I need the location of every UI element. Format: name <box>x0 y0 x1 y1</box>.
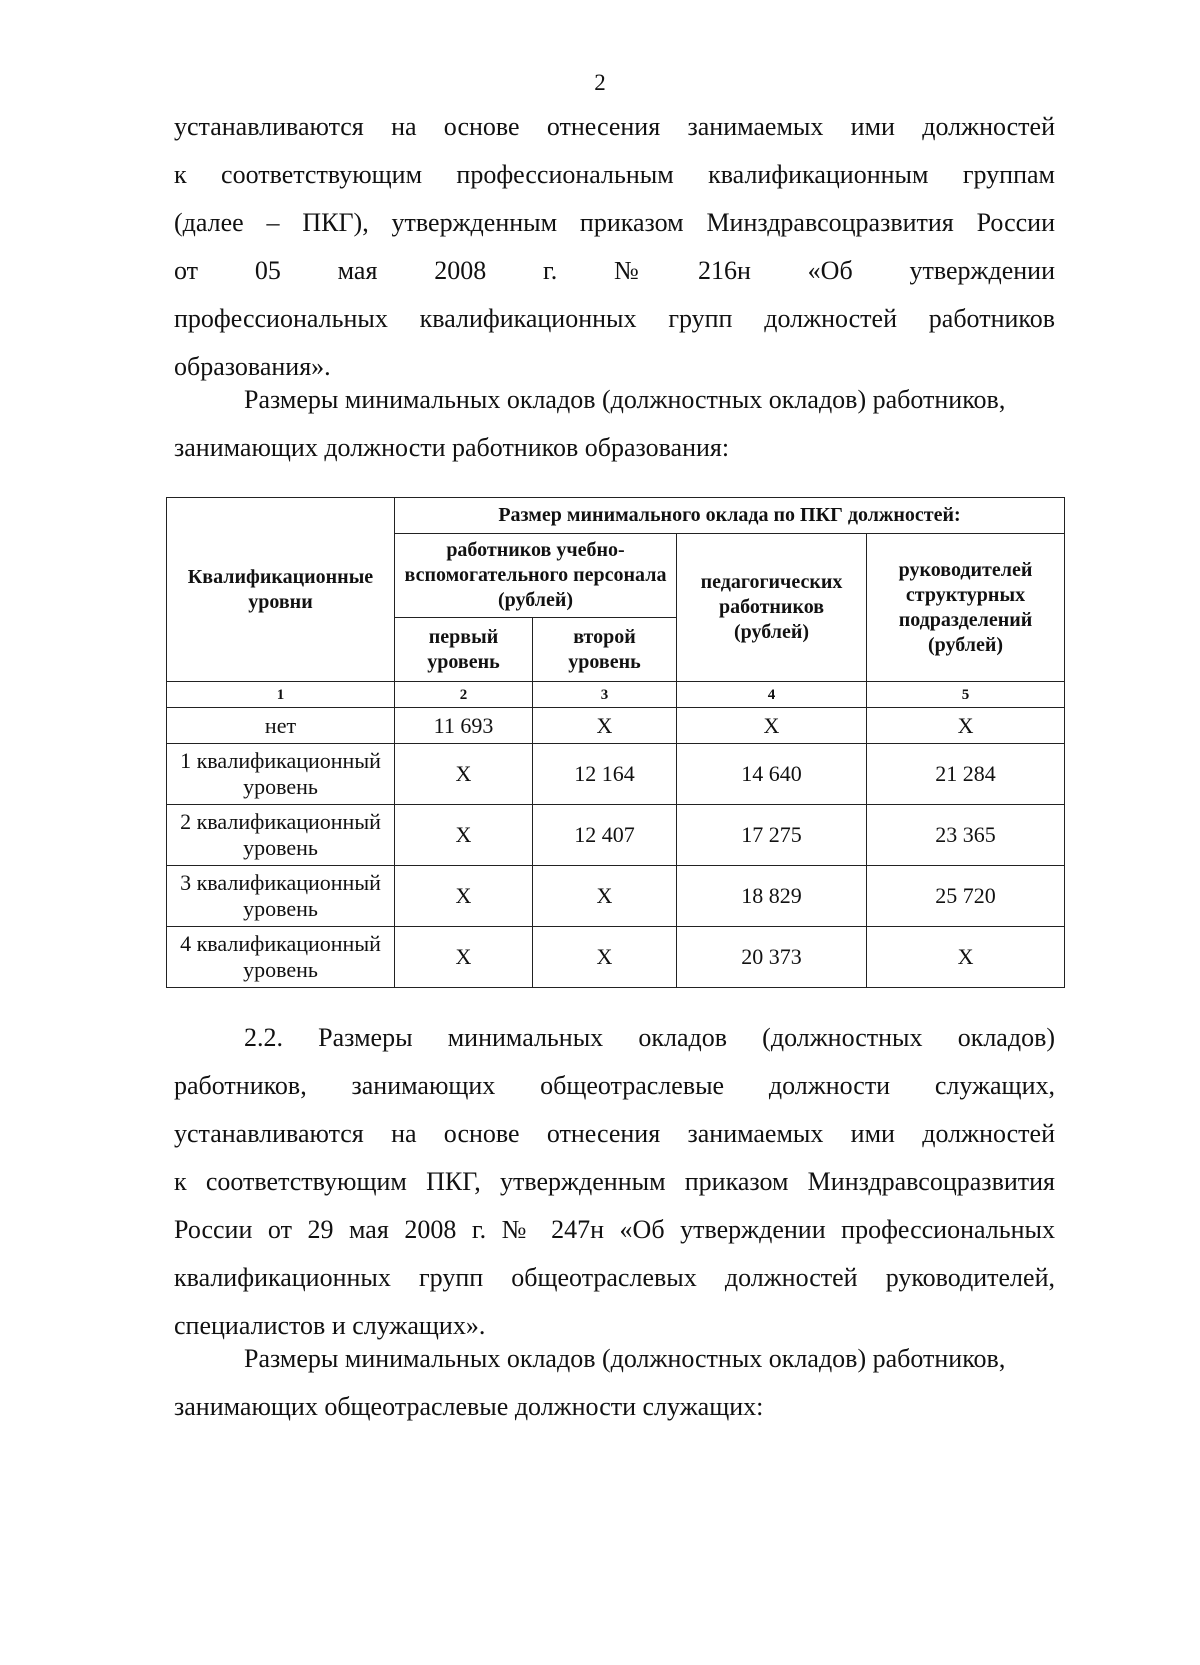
table-cell: 21 284 <box>867 744 1065 805</box>
table-cell: 3 квалификационный уровень <box>167 866 395 927</box>
table-row <box>167 708 1065 744</box>
text-line: России от 29 мая 2008 г. № 247н «Об утверждении профессиональных <box>174 1215 1055 1244</box>
table-cell: 25 720 <box>867 866 1065 927</box>
column-number: 3 <box>533 682 677 708</box>
table-cell: 12 407 <box>533 805 677 866</box>
table-cell: Х <box>395 805 533 866</box>
text-line: занимающих общеотраслевые должности служащих: <box>174 1392 764 1421</box>
text-line: устанавливаются на основе отнесения занимаемых ими должностей <box>174 112 1055 141</box>
header-first-level: первый уровень <box>395 618 533 682</box>
column-number: 5 <box>867 682 1065 708</box>
text-line: Размеры минимальных окладов (должностных окладов) работников, <box>244 385 1006 414</box>
table-cell: нет <box>167 708 395 744</box>
text-line: к соответствующим ПКГ, утвержденным приказом Минздравсоцразвития <box>174 1167 1055 1196</box>
paragraph-1 <box>174 103 1055 391</box>
paragraph-4 <box>174 1335 1055 1431</box>
table-row <box>167 805 1065 866</box>
text-line: (далее – ПКГ), утвержденным приказом Минздравсоцразвития России <box>174 208 1055 237</box>
text-line: работников, занимающих общеотраслевые должности служащих, <box>174 1071 1055 1100</box>
paragraph-3 <box>174 1014 1055 1350</box>
text-line: занимающих должности работников образования: <box>174 433 730 462</box>
text-line: образования». <box>174 352 331 381</box>
table-cell: 14 640 <box>677 744 867 805</box>
table-header-row <box>167 498 1065 534</box>
table-cell: 12 164 <box>533 744 677 805</box>
table-cell: Х <box>395 744 533 805</box>
text-line: специалистов и служащих». <box>174 1311 486 1340</box>
text-line: устанавливаются на основе отнесения занимаемых ими должностей <box>174 1119 1055 1148</box>
column-number: 1 <box>167 682 395 708</box>
column-number: 2 <box>395 682 533 708</box>
table-cell: Х <box>867 927 1065 988</box>
table-cell: 20 373 <box>677 927 867 988</box>
table-cell: 17 275 <box>677 805 867 866</box>
text-line: к соответствующим профессиональным квалификационным группам <box>174 160 1055 189</box>
text-line: от 05 мая 2008 г. № 216н «Об утверждении <box>174 256 1055 285</box>
table-row <box>167 927 1065 988</box>
table-cell: 1 квалификационный уровень <box>167 744 395 805</box>
table-cell: Х <box>395 866 533 927</box>
table-cell: 23 365 <box>867 805 1065 866</box>
table-cell: Х <box>533 927 677 988</box>
table-cell: 18 829 <box>677 866 867 927</box>
text-line: профессиональных квалификационных групп должностей работников <box>174 304 1055 333</box>
table-cell: Х <box>533 708 677 744</box>
header-pedagogical: педагогических работников (рублей) <box>677 534 867 682</box>
text-line: 2.2. Размеры минимальных окладов (должностных окладов) <box>244 1023 1055 1052</box>
text-line: Размеры минимальных окладов (должностных окладов) работников, <box>244 1344 1006 1373</box>
column-number: 4 <box>677 682 867 708</box>
table-cell: Х <box>867 708 1065 744</box>
header-support-staff: работников учебно-вспомогательного персонала (рублей) <box>395 534 677 618</box>
salary-table <box>166 497 1065 988</box>
table-cell: 11 693 <box>395 708 533 744</box>
header-second-level: второй уровень <box>533 618 677 682</box>
table-cell: Х <box>677 708 867 744</box>
table-cell: Х <box>533 866 677 927</box>
column-number-row <box>167 682 1065 708</box>
paragraph-2 <box>174 376 1055 472</box>
table-row <box>167 744 1065 805</box>
header-heads: руководителей структурных подразделений (рублей) <box>867 534 1065 682</box>
table-cell: 2 квалификационный уровень <box>167 805 395 866</box>
header-levels: Квалификационные уровни <box>167 498 395 682</box>
page-number: 2 <box>594 70 606 95</box>
header-group-title: Размер минимального оклада по ПКГ должностей: <box>395 498 1065 534</box>
text-line: квалификационных групп общеотраслевых должностей руководителей, <box>174 1263 1055 1292</box>
table-cell: 4 квалификационный уровень <box>167 927 395 988</box>
table-row <box>167 866 1065 927</box>
table-cell: Х <box>395 927 533 988</box>
